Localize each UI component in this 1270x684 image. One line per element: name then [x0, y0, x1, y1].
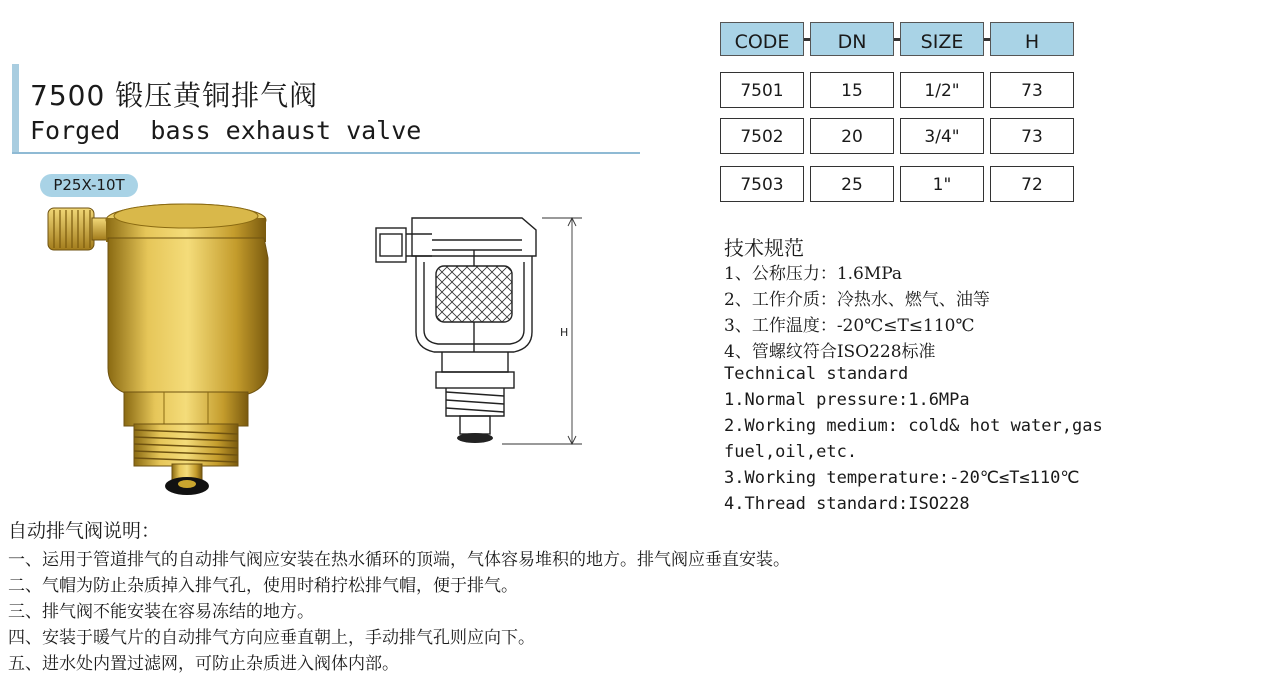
valve-hex-nut	[124, 392, 248, 426]
float-hatched	[436, 266, 512, 322]
table-cell: 7503	[720, 166, 804, 202]
vent-cap	[48, 208, 114, 250]
valve-thread	[134, 424, 238, 466]
note-item: 四、安装于暖气片的自动排气方向应垂直朝上，手动排气孔则应向下。	[8, 628, 535, 648]
table-cell: 1"	[900, 166, 984, 202]
table-cell: 20	[810, 118, 894, 154]
title-accent-bar	[12, 64, 19, 154]
title-divider	[12, 152, 640, 154]
table-cell: 1/2"	[900, 72, 984, 108]
page-subtitle: Forged bass exhaust valve	[30, 116, 422, 145]
valve-cross-section-drawing	[372, 212, 588, 456]
spec-line-cn: 3、工作温度：-20℃≤T≤110℃	[724, 316, 975, 336]
spec-line-en: 3.Working temperature:-20℃≤T≤110℃	[724, 468, 1080, 488]
spec-line-en: 2.Working medium: cold& hot water,gas	[724, 416, 1103, 436]
model-badge: P25X-10T	[40, 174, 138, 197]
dimension-h-label: H	[560, 326, 569, 339]
table-cell: 73	[990, 118, 1074, 154]
table-header-h: H	[990, 22, 1074, 56]
valve-product-photo	[36, 198, 276, 502]
note-item: 二、气帽为防止杂质掉入排气孔，使用时稍拧松排气帽，便于排气。	[8, 576, 518, 596]
table-cell: 3/4"	[900, 118, 984, 154]
valve-body	[108, 238, 268, 394]
table-header-size: SIZE	[900, 22, 984, 56]
table-cell: 73	[990, 72, 1074, 108]
valve-top-cap	[106, 204, 266, 242]
spec-line-en: 1.Normal pressure:1.6MPa	[724, 390, 970, 410]
spec-english-heading: Technical standard	[724, 364, 909, 384]
table-cell: 72	[990, 166, 1074, 202]
spec-heading: 技术规范	[724, 236, 804, 260]
note-item: 五、进水处内置过滤网，可防止杂质进入阀体内部。	[8, 654, 399, 674]
table-cell: 7502	[720, 118, 804, 154]
table-cell: 7501	[720, 72, 804, 108]
note-item: 一、运用于管道排气的自动排气阀应安装在热水循环的顶端，气体容易堆积的地方。排气阀应垂直安装。	[8, 550, 790, 570]
spec-line-cn: 2、工作介质：冷热水、燃气、油等	[724, 290, 990, 310]
spec-line-cn: 4、管螺纹符合ISO228标准	[724, 342, 936, 362]
table-cell: 25	[810, 166, 894, 202]
notes-heading: 自动排气阀说明：	[8, 520, 161, 542]
note-item: 三、排气阀不能安装在容易冻结的地方。	[8, 602, 314, 622]
spec-line-en: 4.Thread standard:ISO228	[724, 494, 970, 514]
table-header-dn: DN	[810, 22, 894, 56]
spec-line-cn: 1、公称压力：1.6MPa	[724, 264, 903, 284]
page-title: 7500 锻压黄铜排气阀	[30, 79, 319, 112]
spec-line-en: fuel,oil,etc.	[724, 442, 858, 462]
table-header-code: CODE	[720, 22, 804, 56]
table-cell: 15	[810, 72, 894, 108]
